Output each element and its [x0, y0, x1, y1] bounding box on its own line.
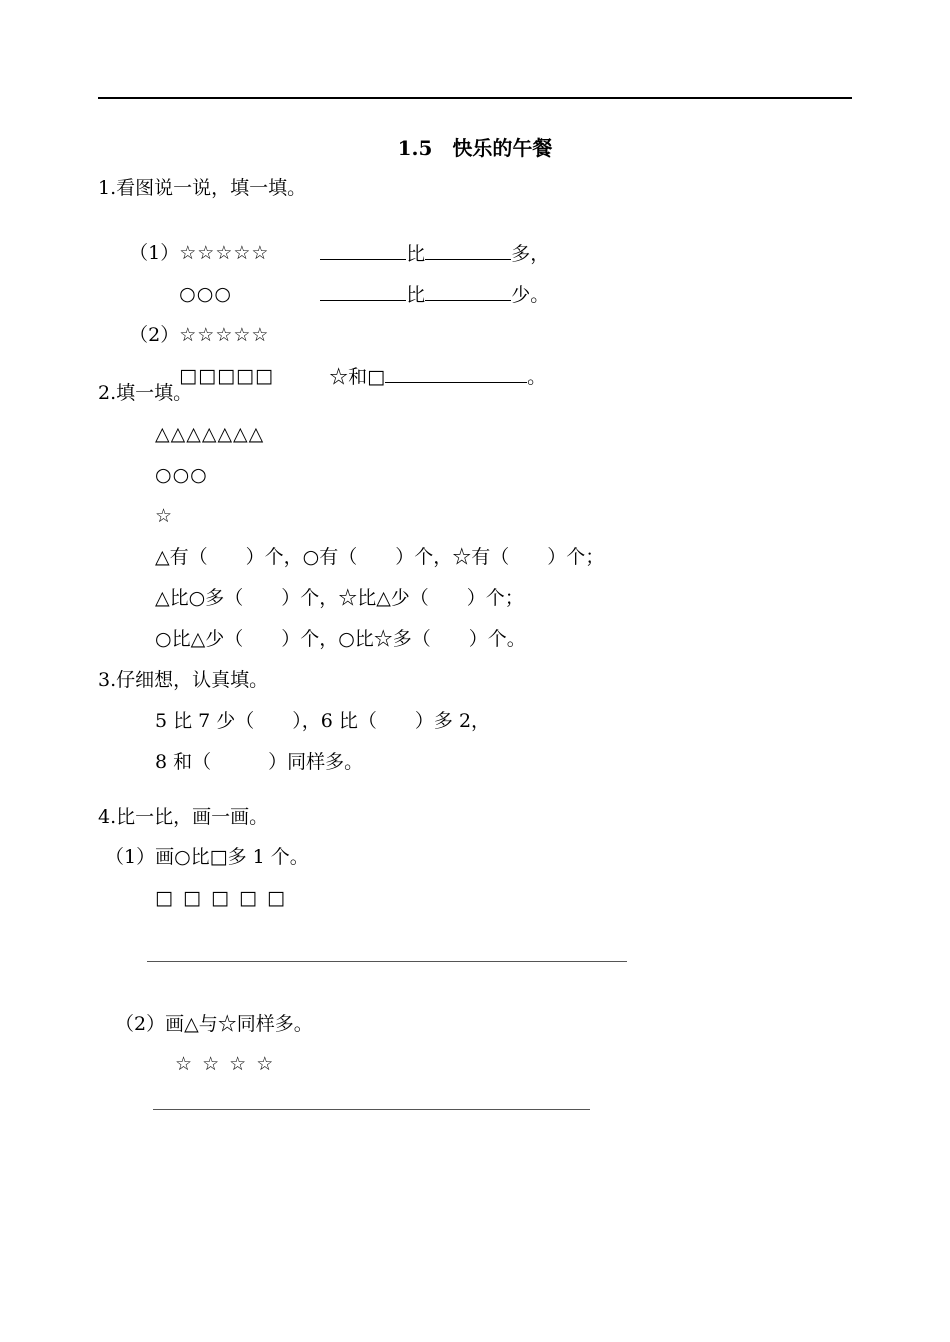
q4-part1: （1）画○比□多 1 个。 [105, 846, 309, 868]
q2-line-2: △比○多（ ）个，☆比△少（ ）个； [155, 587, 524, 609]
q4-part2: （2）画△与☆同样多。 [115, 1013, 313, 1035]
q2-heading: 2.填一填。 [98, 382, 193, 404]
q1-heading: 1.看图说一说，填一填。 [98, 177, 307, 199]
q1-less-blank-2[interactable] [425, 282, 511, 301]
q4-part1-squares: □ □ □ □ □ [155, 887, 287, 909]
q2-circles: ○○○ [155, 464, 208, 486]
q1-less-blank-1[interactable] [320, 282, 406, 301]
q3-heading: 3.仔细想，认真填。 [98, 669, 269, 691]
q1-part2-stars: ☆☆☆☆☆ [179, 324, 270, 346]
q1-less-sentence [296, 258, 549, 331]
q1-part1-label: （1） [129, 242, 180, 264]
q1-circles-symbols: ○○○ [179, 283, 232, 305]
page-title: 1.5 快乐的午餐 [397, 136, 553, 160]
q3-line-2: 8 和（ ）同样多。 [155, 751, 364, 773]
q1-part2-label: （2） [129, 324, 180, 346]
q1-part2-sentence [305, 340, 546, 413]
q1-part2-pair: ☆和□ [329, 366, 386, 388]
q1-part2-end: 。 [527, 366, 547, 388]
q1-less-compare: 比 [406, 284, 426, 306]
q1-more-compare: 比 [406, 243, 426, 265]
q2-line-3: ○比△少（ ）个，○比☆多（ ）个。 [155, 628, 526, 650]
q1-part2-blank[interactable] [385, 364, 527, 383]
q4-heading: 4.比一比，画一画。 [98, 806, 269, 828]
q2-triangles: △△△△△△△ [155, 423, 265, 445]
q1-less-end: 少。 [511, 284, 550, 306]
top-rule [98, 97, 852, 99]
q4-part2-stars: ☆ ☆ ☆ ☆ [175, 1053, 276, 1075]
q4-part2-draw-line[interactable] [153, 1109, 590, 1110]
q1-more-end: 多， [511, 243, 550, 265]
q1-squares-symbols: □□□□□ [179, 365, 274, 387]
q4-part1-draw-line[interactable] [147, 961, 627, 962]
q3-line-1: 5 比 7 少（ ），6 比（ ）多 2， [155, 710, 491, 732]
q2-line-1: △有（ ）个，○有（ ）个，☆有（ ）个； [155, 546, 605, 568]
q1-part1-stars: ☆☆☆☆☆ [179, 242, 270, 264]
q2-star: ☆ [155, 505, 174, 527]
